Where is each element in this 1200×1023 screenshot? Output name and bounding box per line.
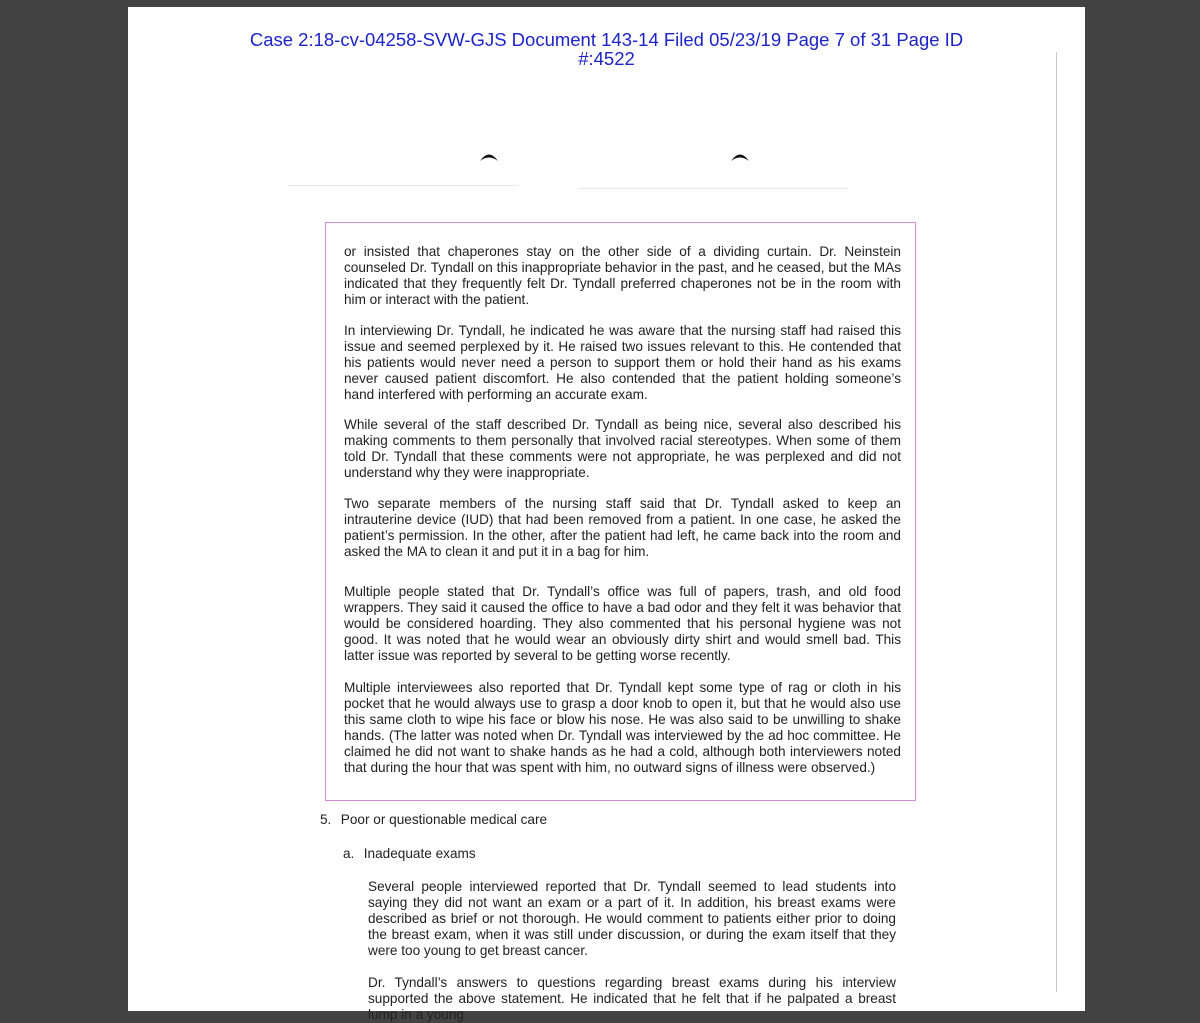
boxed-paragraph: While several of the staff described Dr. Tyndall as being nice, several also described his making comments to them personally that involved racial stereotypes. When some of them told Dr. Tyndall that these comments were not appropriate, he was perplexed and did not understand why they were inappropriate. [344, 417, 901, 481]
page-fold-edge [1056, 52, 1057, 992]
case-header-line-2: #:4522 [578, 48, 635, 69]
faint-scan-line [288, 185, 518, 186]
section-heading [320, 812, 547, 828]
boxed-paragraph: or insisted that chaperones stay on the other side of a dividing curtain. Dr. Neinstein counseled Dr. Tyndall on this inappropriate behavior in the past, and he ceased, but the MAs indicated that they frequently felt Dr. Tyndall preferred chaperones not be in the room with him or interact with the patient. [344, 244, 901, 308]
hole-punch-mark-right [729, 150, 751, 162]
section-number: 5. [320, 812, 332, 827]
body-paragraph: Dr. Tyndall’s answers to questions regarding breast exams during his interview supported the above statement. He indicated that he felt that if he palpated a breast lump in a young [368, 975, 896, 1023]
hole-punch-mark-left [478, 150, 500, 162]
case-header-stamp [128, 30, 1085, 68]
subsection-heading [343, 846, 476, 862]
subsection-letter: a. [343, 846, 355, 861]
subsection-title: Inadequate exams [363, 846, 476, 861]
boxed-paragraph: Two separate members of the nursing staff said that Dr. Tyndall asked to keep an intrauterine device (IUD) that had been removed from a patient. In one case, he asked the patient’s permission. In the other, after the patient had left, he came back into the room and asked the MA to clean it and put it in a bag for him. [344, 496, 901, 560]
faint-scan-line [578, 188, 848, 189]
section-title: Poor or questionable medical care [340, 812, 548, 827]
case-header-line-1: Case 2:18-cv-04258-SVW-GJS Document 143-14 Filed 05/23/19 Page 7 of 31 Page ID [249, 29, 964, 50]
boxed-paragraph: Multiple people stated that Dr. Tyndall’s office was full of papers, trash, and old food wrappers. They said it caused the office to have a bad odor and they felt it was behavior that would be considered hoarding. They also commented that his personal hygiene was not good. It was noted that he would wear an obviously dirty shirt and would smell bad. This latter issue was reported by several to be getting worse recently. [344, 584, 901, 664]
boxed-paragraph: Multiple interviewees also reported that Dr. Tyndall kept some type of rag or cloth in his pocket that he would always use to grasp a door knob to open it, but that he would also use this same cloth to wipe his face or blow his nose. He was also said to be unwilling to shake hands. (The latter was noted when Dr. Tyndall was interviewed by the ad hoc committee. He claimed he did not want to shake hands as he had a cold, although both interviewers noted that during the hour that was spent with him, no outward signs of illness were observed.) [344, 680, 901, 776]
boxed-paragraph: In interviewing Dr. Tyndall, he indicated he was aware that the nursing staff had raised this issue and seemed perplexed by it. He raised two issues relevant to this. He contended that his patients would never need a person to support them or hold their hand as his exams never caused patient discomfort. He also contended that the patient holding someone’s hand interfered with performing an accurate exam. [344, 323, 901, 403]
body-paragraph: Several people interviewed reported that Dr. Tyndall seemed to lead students into saying they did not want an exam or a part of it. In addition, his breast exams were described as brief or not thorough. He would comment to patients either prior to doing the breast exam, when it was still under discussion, or during the exam itself that they were too young to get breast cancer. [368, 879, 896, 959]
document-page [128, 7, 1085, 1023]
